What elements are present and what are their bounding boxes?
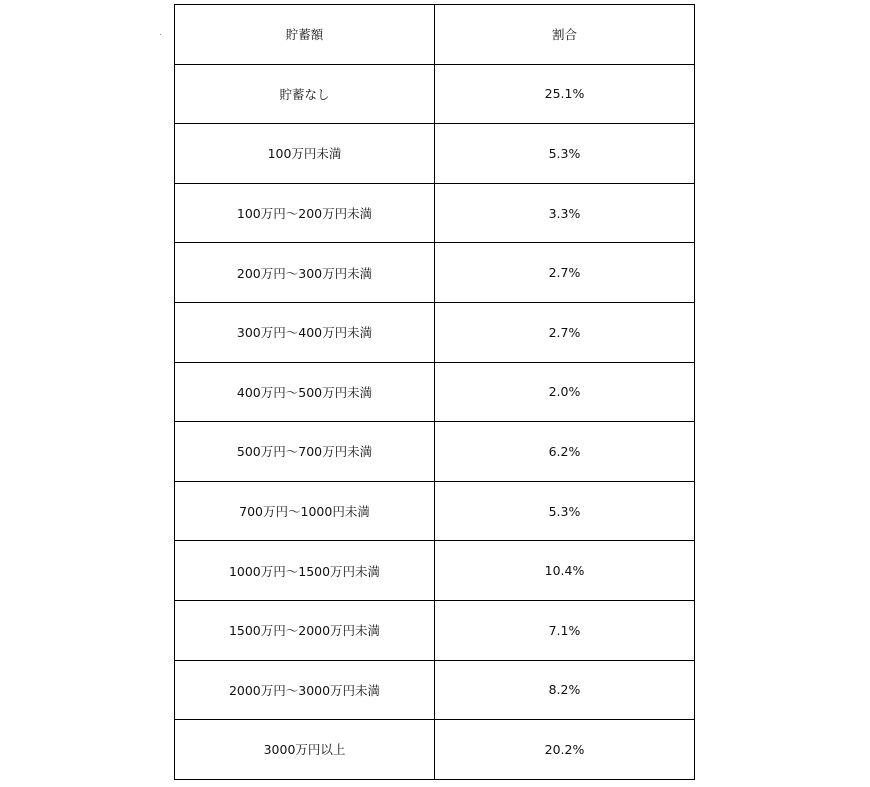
savings-amount-cell: 3000万円以上: [175, 720, 435, 780]
ratio-cell: 8.2%: [435, 660, 695, 720]
table-row: [175, 720, 695, 780]
savings-amount-cell: 2000万円～3000万円未満: [175, 660, 435, 720]
table-row: [175, 302, 695, 362]
header-ratio: 割合: [435, 5, 695, 65]
ratio-cell: 5.3%: [435, 124, 695, 184]
ratio-cell: 10.4%: [435, 541, 695, 601]
table-row: [175, 64, 695, 124]
savings-amount-cell: 100万円～200万円未満: [175, 183, 435, 243]
ratio-cell: 2.7%: [435, 302, 695, 362]
ratio-cell: 7.1%: [435, 600, 695, 660]
savings-amount-cell: 100万円未満: [175, 124, 435, 184]
savings-amount-cell: 貯蓄なし: [175, 64, 435, 124]
savings-amount-cell: 700万円～1000円未満: [175, 481, 435, 541]
table-row: [175, 362, 695, 422]
table-body: [175, 64, 695, 779]
stray-dot: [160, 34, 161, 35]
savings-amount-cell: 1500万円～2000万円未満: [175, 600, 435, 660]
savings-amount-cell: 1000万円～1500万円未満: [175, 541, 435, 601]
savings-amount-cell: 500万円～700万円未満: [175, 422, 435, 482]
ratio-cell: 20.2%: [435, 720, 695, 780]
savings-amount-cell: 200万円～300万円未満: [175, 243, 435, 303]
savings-amount-cell: 300万円～400万円未満: [175, 302, 435, 362]
table-row: [175, 124, 695, 184]
ratio-cell: 3.3%: [435, 183, 695, 243]
table-row: [175, 422, 695, 482]
table-row: [175, 600, 695, 660]
ratio-cell: 25.1%: [435, 64, 695, 124]
ratio-cell: 2.0%: [435, 362, 695, 422]
table-row: [175, 183, 695, 243]
table-row: [175, 243, 695, 303]
table-row: [175, 541, 695, 601]
ratio-cell: 5.3%: [435, 481, 695, 541]
table-row: [175, 660, 695, 720]
table-header-row: [175, 5, 695, 65]
table-row: [175, 481, 695, 541]
savings-amount-cell: 400万円～500万円未満: [175, 362, 435, 422]
ratio-cell: 2.7%: [435, 243, 695, 303]
savings-table: [174, 4, 695, 780]
ratio-cell: 6.2%: [435, 422, 695, 482]
header-savings-amount: 貯蓄額: [175, 5, 435, 65]
